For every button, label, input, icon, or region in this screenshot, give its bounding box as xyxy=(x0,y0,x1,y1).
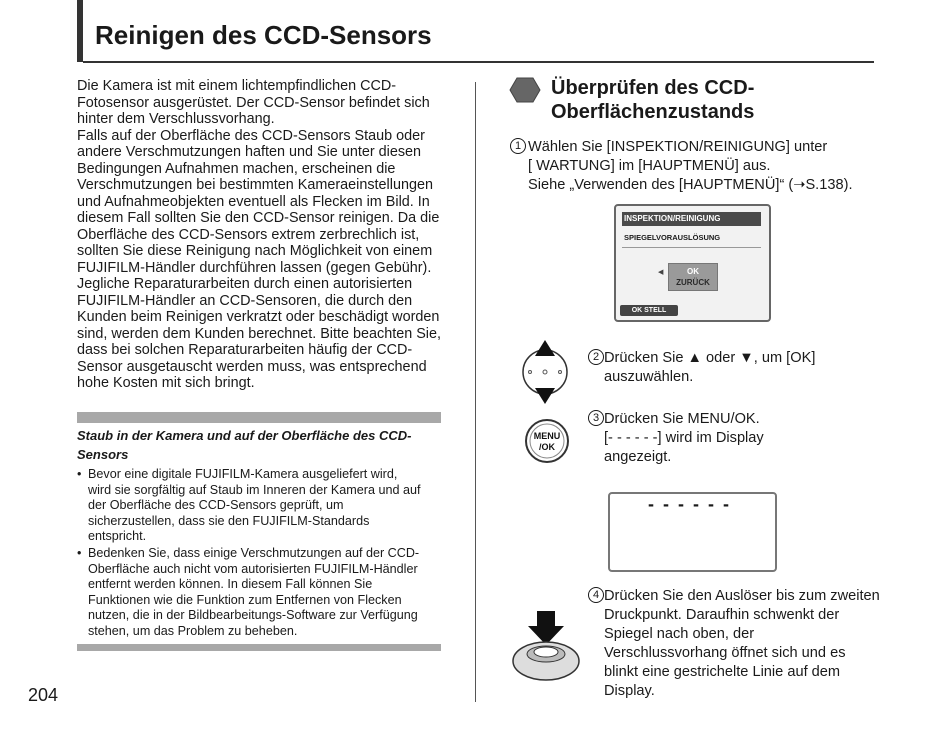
screen-divider xyxy=(622,247,761,248)
step-3: 3 Drücken Sie MENU/OK. [- - - - - -] wird im Display angezeigt. xyxy=(588,410,878,467)
note-bullet: • Bevor eine digitale FUJIFILM-Kamera ausgeliefert wird, wird sie sorgfältig auf Staub im Inneren der Kamera und auf der Oberfläche des CCD-Sensors geprüft, um sicherzustellen, dass sie den FUJIFILM-Standards entspricht. xyxy=(77,467,441,545)
screen-ok-option: OK xyxy=(687,267,699,276)
step-number: 4 xyxy=(588,587,604,603)
note-top-bar xyxy=(77,412,441,423)
svg-text:MENU: MENU xyxy=(533,431,561,441)
screen-footer: OK STELL xyxy=(620,305,678,316)
step-number: 3 xyxy=(588,410,604,426)
section-title: Überprüfen des CCD- Oberflächenzustands xyxy=(551,77,755,123)
page-number: 204 xyxy=(28,685,59,705)
dashed-line-display xyxy=(608,492,777,572)
column-divider xyxy=(475,82,476,702)
note-heading: Staub in der Kamera und auf der Oberfläche des CCD- Sensors xyxy=(77,428,412,462)
note-bottom-bar xyxy=(77,644,441,651)
page-title: Reinigen des CCD-Sensors xyxy=(95,20,432,50)
intro-paragraph-1: Die Kamera ist mit einem lichtempfindlichen CCD- Fotosensor ausgerüstet. Der CCD-Sensor befindet sich hinter dem Verschlussvorhang. xyxy=(77,78,430,127)
step-2: 2 Drücken Sie ▲ oder ▼, um [OK] auszuwählen. xyxy=(588,349,878,387)
step-1: 1 Wählen Sie [INSPEKTION/REINIGUNG] unter [ WARTUNG] im [HAUPTMENÜ] aus. Siehe „Verwenden des [HAUPTMENÜ]“ (➝S.138). xyxy=(510,138,870,195)
screen-back-option: ZURÜCK xyxy=(676,278,710,287)
title-accent-bar xyxy=(77,0,83,62)
intro-paragraph-2: Falls auf der Oberfläche des CCD-Sensors Staub oder andere Verschmutzungen haften und Sie unter diesen Bedingungen Aufnahmen machen, erscheinen die Verschmutzungen bei bestimmten Kameraeinstellungen und Aufnahmeobjekten eventuell als Flecken im Bild. In diesem Fall sollten Sie den CCD-Sensor reinigen. Da die Oberfläche des CCD-Sensors extrem zerbrechlich ist, sollten Sie diese Reinigung nach Möglichkeit von einem FUJIFILM-Händler durchführen lassen (gegen Gebühr). Jegliche Reparaturarbeiten durch einen autorisierten FUJIFILM-Händler an CCD-Sensoren, die durch den Kunden beim Reinigen verkratzt oder beschädigt worden sind, werden dem Kunden berechnet. Bitte beachten Sie, dass bei solchen Reparaturarbeiten häufig der CCD- Sensor ausgetauscht werden muss, was entsprechend hohe Kosten mit sich bringt. xyxy=(77,127,442,391)
note-bullet: • Bedenken Sie, dass einige Verschmutzungen auf der CCD- Oberfläche auch nicht vom autorisierten FUJIFILM-Händler entfernt werden können. In diesem Fall können Sie Funktionen wie die Funktion zum Entfernen von Flecken nutzen, die in der Bildbearbeitungs-Software zur Verfügung stehen, um das Problem zu beheben. xyxy=(77,546,441,640)
camera-lcd-screen xyxy=(614,204,771,322)
dpad-up-down-icon xyxy=(520,337,570,407)
svg-text:/OK: /OK xyxy=(538,442,556,452)
menu-ok-button-icon xyxy=(524,418,570,464)
note-bullet-list xyxy=(77,467,441,640)
dashed-line: - - - - - - xyxy=(648,494,731,514)
intro-text xyxy=(77,78,449,392)
title-underline xyxy=(83,61,874,63)
screen-selection-box xyxy=(668,263,718,291)
screen-option: SPIEGELVORAUSLÖSUNG xyxy=(624,233,721,242)
shutter-press-icon xyxy=(510,609,582,681)
note-box xyxy=(77,412,441,651)
left-arrow-icon: ◀ xyxy=(658,269,664,276)
screen-header: INSPEKTION/REINIGUNG xyxy=(622,212,761,226)
step-number: 1 xyxy=(510,138,526,154)
step-number: 2 xyxy=(588,349,604,365)
step-4: 4 Drücken Sie den Auslöser bis zum zweiten Druckpunkt. Daraufhin schwenkt der Spiegel nach oben, der Verschlussvorhang öffnet sich und es blinkt eine gestrichelte Linie auf dem Display. xyxy=(588,587,878,700)
hexagon-section-icon xyxy=(509,77,541,103)
